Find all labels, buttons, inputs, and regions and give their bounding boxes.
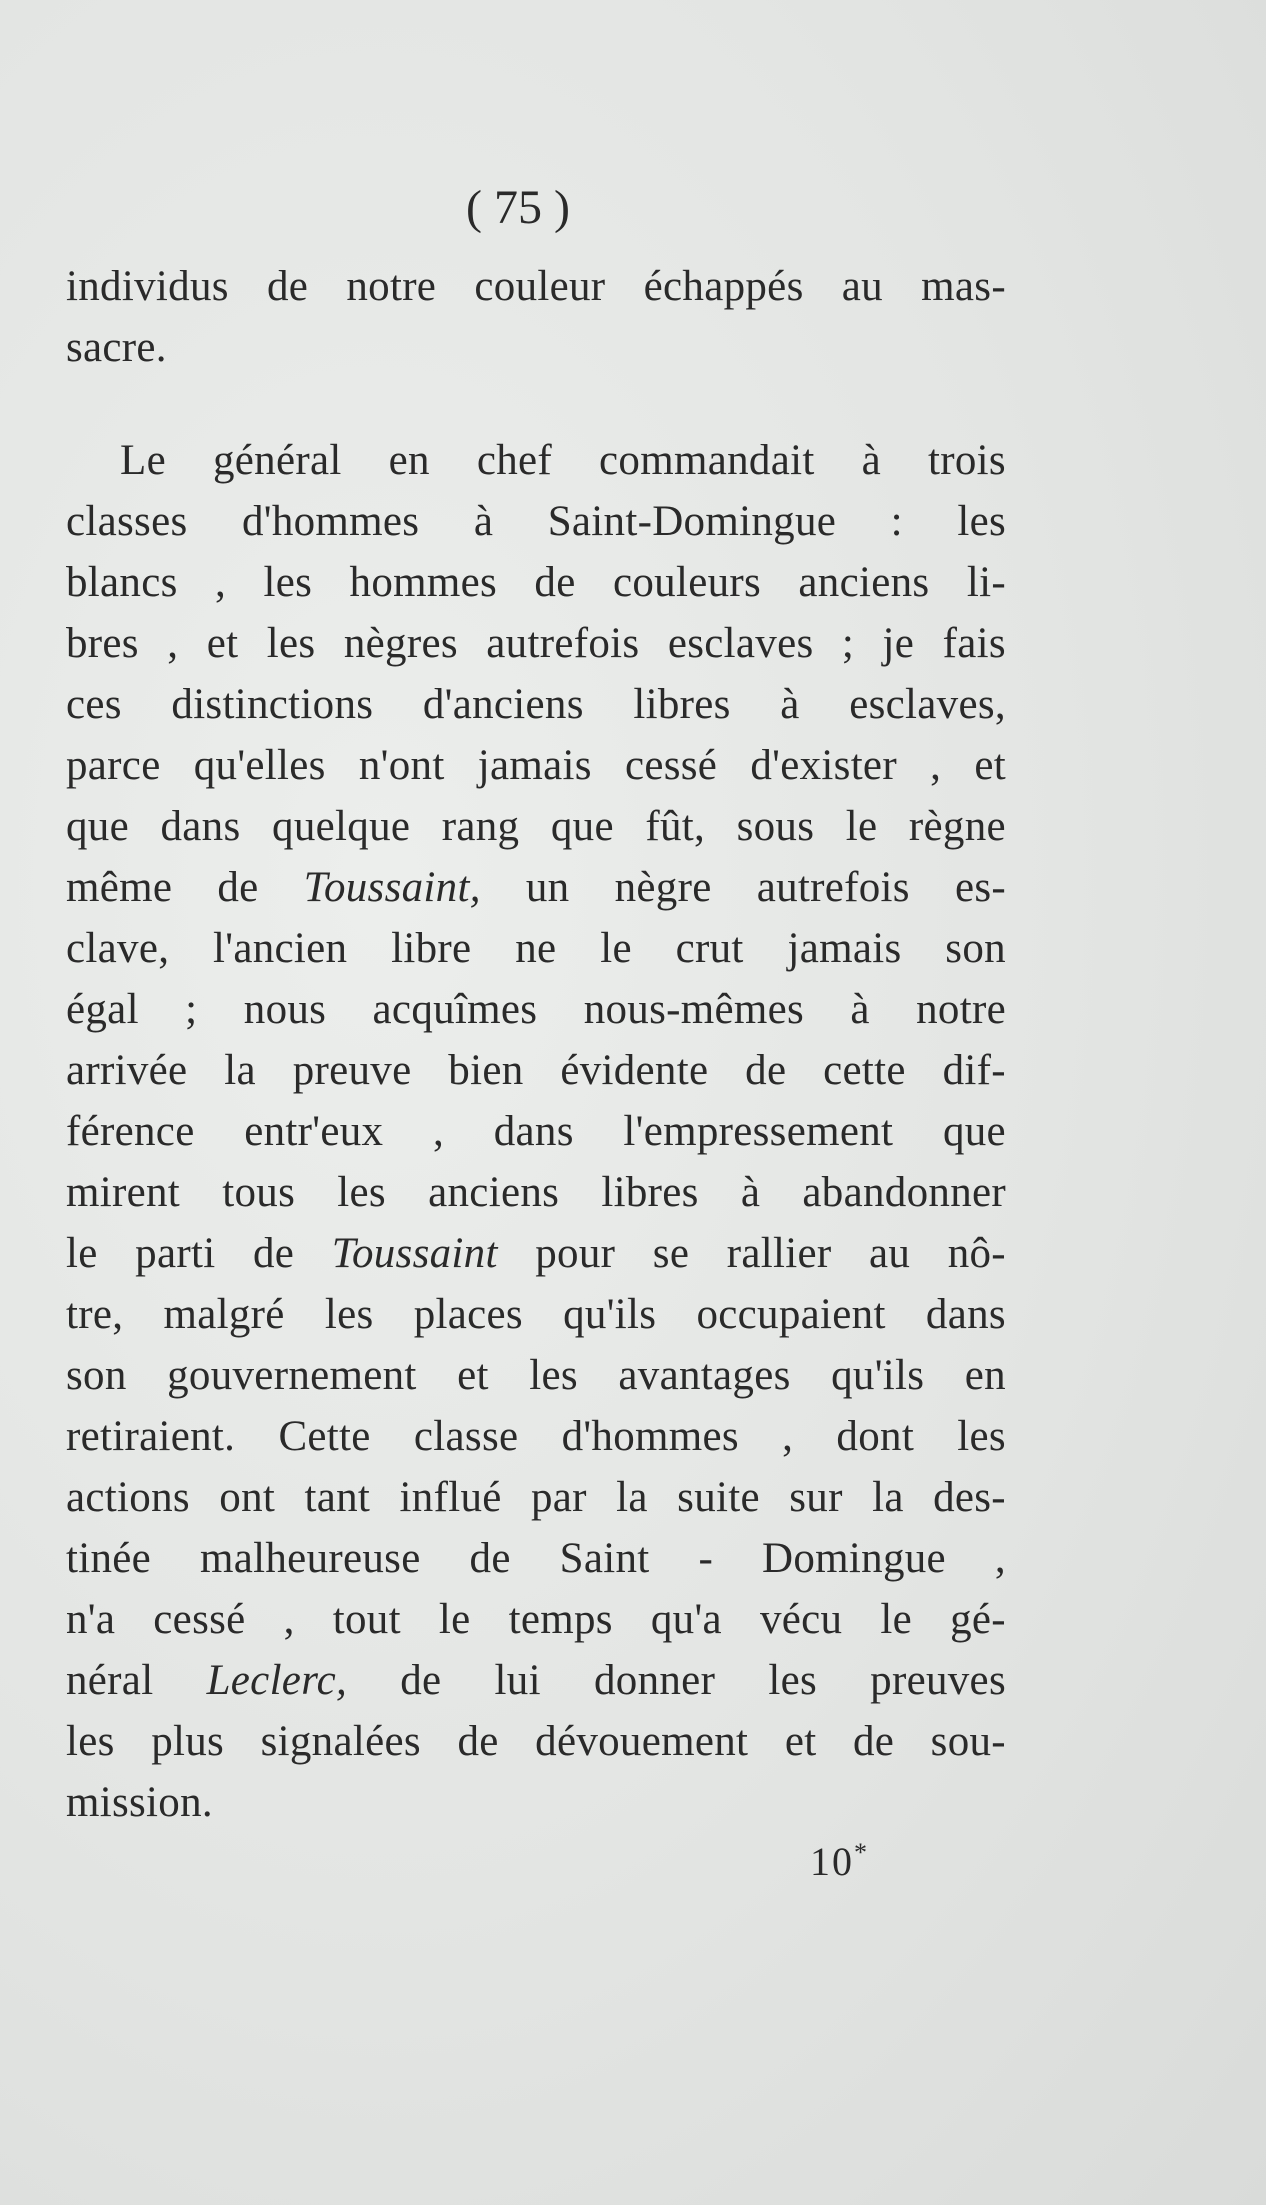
word: anciens	[798, 559, 930, 606]
word: qu'ils	[831, 1352, 925, 1399]
word: esclaves,	[849, 681, 1006, 728]
word: couleur	[474, 263, 606, 310]
word: commandait	[599, 437, 815, 484]
word: de	[534, 559, 576, 606]
word: hommes	[349, 559, 498, 606]
word: places	[413, 1291, 523, 1338]
word: dont	[836, 1413, 915, 1460]
word: trois	[928, 437, 1006, 484]
word: par	[531, 1474, 587, 1521]
word: quelque	[272, 803, 411, 850]
word: jamais	[787, 925, 902, 972]
word: les	[957, 498, 1006, 545]
word: des-	[933, 1474, 1006, 1521]
word: les	[324, 1291, 374, 1338]
word: férence	[66, 1108, 195, 1155]
word: sacre.	[66, 324, 167, 371]
text-line	[66, 1467, 1006, 1528]
word: abandonner	[802, 1169, 1006, 1216]
word: dans	[925, 1291, 1006, 1338]
text-line	[66, 1772, 1006, 1833]
word: que	[942, 1108, 1006, 1155]
word: ,	[283, 1596, 295, 1643]
word: Toussaint	[331, 1230, 498, 1277]
word: les	[263, 559, 313, 606]
text-line	[66, 857, 1006, 918]
word: nègre	[614, 864, 712, 911]
word: et	[974, 742, 1006, 789]
word: notre	[916, 986, 1006, 1033]
word: de	[266, 263, 309, 310]
word: tout	[332, 1596, 401, 1643]
word: sou-	[930, 1718, 1006, 1765]
word: ,	[930, 742, 942, 789]
text-line	[66, 1528, 1006, 1589]
word: arrivée	[66, 1047, 188, 1094]
text-line	[66, 1101, 1006, 1162]
word: et	[206, 620, 239, 667]
word: parti	[135, 1230, 216, 1277]
word: entr'eux	[244, 1108, 384, 1155]
word: d'anciens	[422, 681, 584, 728]
word: plus	[151, 1718, 225, 1765]
word: le	[600, 925, 632, 972]
word: li-	[966, 559, 1006, 606]
word: au	[841, 263, 883, 310]
word: preuves	[870, 1657, 1006, 1704]
text-line	[66, 735, 1006, 796]
text-line	[66, 1223, 1006, 1284]
word: d'hommes	[241, 498, 420, 545]
word: ne	[515, 925, 557, 972]
text-line	[66, 1406, 1006, 1467]
word: les	[66, 1718, 115, 1765]
word: ces	[66, 681, 122, 728]
word: la	[872, 1474, 904, 1521]
word: évidente	[560, 1047, 709, 1094]
word: classes	[66, 498, 188, 545]
word: classe	[413, 1413, 519, 1460]
word: au	[868, 1230, 911, 1277]
word: rang	[441, 803, 520, 850]
text-line	[66, 1345, 1006, 1406]
word: de	[252, 1230, 295, 1277]
word: de	[217, 864, 259, 911]
word: tous	[222, 1169, 296, 1216]
word: son	[66, 1352, 127, 1399]
word: la	[224, 1047, 256, 1094]
word: le	[845, 803, 878, 850]
word: les	[266, 620, 316, 667]
text-line	[66, 918, 1006, 979]
word: vécu	[759, 1596, 843, 1643]
word: mas-	[921, 263, 1006, 310]
word: acquîmes	[372, 986, 538, 1033]
word: égal	[66, 986, 139, 1033]
word: de	[745, 1047, 787, 1094]
word: général	[212, 437, 342, 484]
word: malheureuse	[200, 1535, 421, 1582]
word: libre	[391, 925, 472, 972]
word: de	[400, 1657, 442, 1704]
word: gé-	[950, 1596, 1006, 1643]
word: anciens	[428, 1169, 560, 1216]
word: n'a	[66, 1596, 116, 1643]
word: tinée	[66, 1535, 152, 1582]
word: individus	[66, 263, 229, 310]
text-line	[66, 1162, 1006, 1223]
word: de	[469, 1535, 511, 1582]
word: distinctions	[171, 681, 374, 728]
word: d'exister	[750, 742, 897, 789]
word: son	[945, 925, 1006, 972]
page-number-text: ( 75 )	[466, 181, 570, 234]
word: le	[880, 1596, 913, 1643]
word: nègres	[343, 620, 458, 667]
word: à	[740, 1169, 761, 1216]
word: autrefois	[756, 864, 910, 911]
word: donner	[593, 1657, 716, 1704]
page-number	[0, 180, 1266, 235]
word: cessé	[624, 742, 718, 789]
word: que	[66, 803, 129, 850]
word: parce	[66, 742, 161, 789]
word: es-	[954, 864, 1006, 911]
word: Saint	[559, 1535, 650, 1582]
word: et	[784, 1718, 817, 1765]
word: fût,	[645, 803, 706, 850]
word: blancs	[66, 559, 178, 606]
text-line	[66, 1589, 1006, 1650]
word: ont	[219, 1474, 276, 1521]
word: -	[698, 1535, 714, 1582]
word: échappés	[643, 263, 804, 310]
text-line	[66, 1040, 1006, 1101]
word: lui	[494, 1657, 541, 1704]
word: l'empressement	[623, 1108, 894, 1155]
word: preuve	[292, 1047, 412, 1094]
word: à	[850, 986, 870, 1033]
word: à	[780, 681, 800, 728]
word: libres	[633, 681, 731, 728]
text-line	[66, 979, 1006, 1040]
word: couleurs	[612, 559, 762, 606]
word: de	[852, 1718, 895, 1765]
word: cette	[823, 1047, 906, 1094]
word: bien	[448, 1047, 524, 1094]
word: nous	[243, 986, 327, 1033]
word: Le	[120, 437, 166, 484]
word: pour	[535, 1230, 616, 1277]
word: règne	[908, 803, 1006, 850]
word: notre	[346, 263, 437, 310]
word: avantages	[618, 1352, 791, 1399]
word: cessé	[153, 1596, 246, 1643]
word: n'ont	[358, 742, 445, 789]
word: sous	[736, 803, 815, 850]
word: la	[616, 1474, 648, 1521]
word: influé	[399, 1474, 502, 1521]
word: occupaient	[696, 1291, 886, 1338]
text-line	[66, 1650, 1006, 1711]
word: bres	[66, 620, 139, 667]
word: Cette	[278, 1413, 371, 1460]
word: mission.	[66, 1779, 213, 1826]
word: crut	[675, 925, 744, 972]
word: le	[438, 1596, 471, 1643]
word: sur	[789, 1474, 843, 1521]
text-line	[66, 1284, 1006, 1345]
word: qu'a	[650, 1596, 722, 1643]
word: qu'elles	[193, 742, 326, 789]
word: dans	[493, 1108, 574, 1155]
word: actions	[66, 1474, 190, 1521]
word: nous-mêmes	[583, 986, 805, 1033]
word: dif-	[942, 1047, 1006, 1094]
word: à	[861, 437, 881, 484]
word: ,	[167, 620, 179, 667]
word: ,	[782, 1413, 794, 1460]
word: ,	[994, 1535, 1006, 1582]
signature-mark-number: 10	[810, 1839, 854, 1884]
word: autrefois	[486, 620, 640, 667]
paragraph-gap	[66, 378, 1006, 430]
word: ,	[215, 559, 227, 606]
word: se	[652, 1230, 690, 1277]
word: que	[550, 803, 614, 850]
word: les	[768, 1657, 818, 1704]
word: tant	[304, 1474, 371, 1521]
word: de	[457, 1718, 499, 1765]
word: fais	[942, 620, 1006, 667]
word: clave,	[66, 925, 170, 972]
text-line	[66, 430, 1006, 491]
word: en	[388, 437, 430, 484]
word: retiraient.	[66, 1413, 236, 1460]
body-text	[66, 256, 1006, 1833]
text-line	[66, 552, 1006, 613]
word: Leclerc,	[206, 1657, 348, 1704]
word: même	[66, 864, 173, 911]
word: ;	[841, 620, 855, 667]
word: Domingue	[762, 1535, 946, 1582]
text-line	[66, 491, 1006, 552]
word: néral	[66, 1657, 154, 1704]
word: mirent	[66, 1169, 181, 1216]
text-line	[66, 1711, 1006, 1772]
word: dévouement	[535, 1718, 749, 1765]
word: nô-	[947, 1230, 1006, 1277]
word: Toussaint,	[303, 864, 481, 911]
word: libres	[601, 1169, 699, 1216]
word: :	[890, 498, 903, 545]
word: ;	[185, 986, 198, 1033]
word: temps	[508, 1596, 613, 1643]
text-line	[66, 674, 1006, 735]
text-line	[66, 317, 1006, 378]
word: le	[66, 1230, 98, 1277]
word: et	[457, 1352, 489, 1399]
word: les	[957, 1413, 1006, 1460]
text-line	[66, 796, 1006, 857]
word: rallier	[726, 1230, 832, 1277]
word: esclaves	[667, 620, 814, 667]
word: en	[964, 1352, 1006, 1399]
word: à	[473, 498, 494, 545]
word: suite	[677, 1474, 760, 1521]
text-line	[66, 256, 1006, 317]
word: les	[337, 1169, 386, 1216]
word: l'ancien	[213, 925, 348, 972]
word: chef	[476, 437, 553, 484]
text-line	[66, 613, 1006, 674]
word: Saint-Domingue	[547, 498, 837, 545]
word: jamais	[477, 742, 592, 789]
word: d'hommes	[561, 1413, 739, 1460]
word: je	[882, 620, 915, 667]
signature-mark-star: *	[854, 1838, 869, 1867]
word: ,	[433, 1108, 445, 1155]
word: malgré	[163, 1291, 285, 1338]
word: les	[529, 1352, 578, 1399]
word: signalées	[260, 1718, 421, 1765]
word: qu'ils	[563, 1291, 657, 1338]
word: tre,	[66, 1291, 124, 1338]
word: dans	[160, 803, 241, 850]
word: gouvernement	[167, 1352, 417, 1399]
signature-mark	[810, 1838, 869, 1885]
word: un	[525, 864, 570, 911]
